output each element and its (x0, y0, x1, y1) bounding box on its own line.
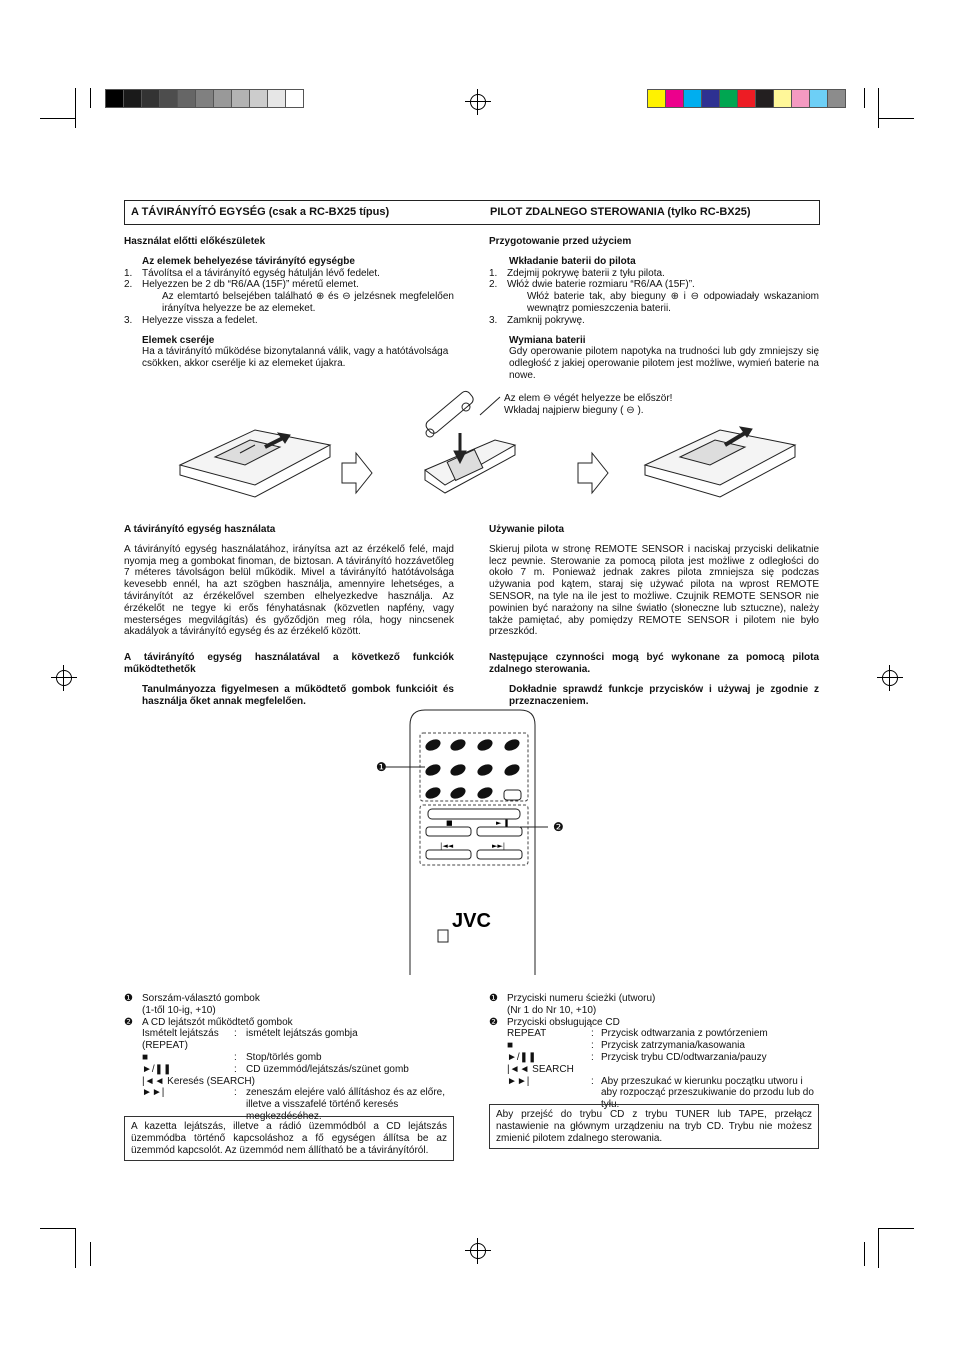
hu-legend-1-sub: (1-től 10-ig, +10) (142, 1004, 216, 1016)
pl-prep-section (489, 236, 819, 382)
separator: : (234, 1028, 237, 1040)
step-number: 1. (489, 267, 498, 279)
hu-functions-heading: A távirányító egység használatával a következő funkciók működtethetők (124, 652, 454, 675)
battery-insertion (424, 389, 515, 493)
calibration-swatch (285, 89, 304, 108)
button-key: ►►| (507, 1075, 530, 1087)
hu-legend-1: Sorszám-választó gombok (142, 993, 260, 1004)
crop-mark (40, 118, 76, 119)
search-forward-key-label: ►►| (492, 842, 506, 850)
separator: : (591, 1028, 594, 1040)
button-key: ►/❚❚ (507, 1051, 537, 1063)
crop-mark (864, 1242, 865, 1266)
button-desc: zeneszám elejére való állításhoz és az előre, illetve a visszafelé történő keresés megkezdéséhez. (246, 1087, 445, 1122)
crop-mark (878, 1228, 879, 1268)
battery-note-hu: Az elem ⊖ végét helyezze be először! (504, 393, 673, 404)
crop-mark (75, 88, 76, 128)
calibration-swatch (105, 89, 124, 108)
button-key: ■ (507, 1040, 514, 1052)
pl-replace-heading: Wymiana baterii (509, 334, 586, 346)
hu-prep-heading: Használat előtti előkészületek (124, 236, 266, 247)
callout-2: ❷ (553, 820, 564, 834)
calibration-swatch (827, 89, 846, 108)
step-number: 3. (124, 314, 133, 326)
calibration-swatch (159, 89, 178, 108)
crop-mark (878, 88, 879, 128)
button-key: ■ (142, 1051, 149, 1063)
hu-use-text: A távirányító egység használatához, irányítsa azt az érzékelő felé, majd nyomja meg a gombokat finoman, de biztosan. A távirányító hozzávetőleg 7 méteres távolságon belül működik. Mivel a távirányító hatótávolsága kevesebb ennél, ha azt szögben használja, amennyire lehetséges, a távirányítót az érzékelővel szemben elhelyezkedve használja. Az érzékelőt ne tegye ki erős fényhatásnak (közvetlen napfény, vagy mesterséges megvilágítás) és győződjön meg róla, hogy nincsenek akadályok a távirányító egység és az érzékelő között. (124, 543, 454, 638)
crop-mark (40, 1228, 76, 1229)
legend-mark-1: ❶ (489, 993, 498, 1004)
crop-mark (90, 1242, 91, 1266)
remote-back-cover-closing (645, 427, 795, 497)
separator: : (234, 1051, 237, 1063)
button-desc: Stop/törlés gomb (246, 1051, 322, 1063)
button-key: |◄◄ Keresés (SEARCH) (142, 1075, 255, 1087)
button-desc: Aby przeszukać w kierunku początku utworu i aby rozpocząć przeszukiwanie do przodu lub do tyłu. (601, 1075, 814, 1111)
pl-prep-heading: Przygotowanie przed użyciem (489, 236, 632, 247)
hu-step-1: Távolítsa el a távirányító egység hátulján lévő fedelet. (142, 267, 380, 279)
crop-mark (75, 1228, 76, 1268)
button-key: ►/❚❚ (142, 1063, 172, 1075)
calibration-swatch (141, 89, 160, 108)
legend-mark-1: ❶ (124, 993, 133, 1004)
calibration-swatch (231, 89, 250, 108)
pl-step-2: Włóż dwie baterie rozmiaru “R6/AA (15F)”. (507, 279, 695, 291)
calibration-swatch (177, 89, 196, 108)
calibration-swatch (809, 89, 828, 108)
calibration-swatch (737, 89, 756, 108)
crop-mark (878, 118, 914, 119)
button-desc: Przycisk zatrzymania/kasowania (601, 1040, 745, 1052)
registration-mark-bottom (470, 1243, 486, 1259)
pl-use-section (489, 524, 819, 707)
legend-mark-2: ❷ (124, 1016, 133, 1028)
calibration-swatch (773, 89, 792, 108)
pl-note-box: Aby przejść do trybu CD z trybu TUNER lub TAPE, przełącz nastawienie na głównym urządzeniu na tryb CD. Trybu nie możesz zmienić pilotem zdalnego sterowania. (489, 1104, 819, 1149)
calibration-swatch (249, 89, 268, 108)
pl-replace-text: Gdy operowanie pilotem napotyka na trudności lub gdy zmniejszy się odległość z jakiej operowanie pilotem jest możliwe, wymień baterie na nowe. (509, 346, 819, 381)
button-desc: Przycisk trybu CD/odtwarzania/pauzy (601, 1051, 767, 1063)
play-key-label: ► ❚ (496, 819, 510, 827)
calibration-swatch (213, 89, 232, 108)
button-desc: Przycisk odtwarzania z powtórzeniem (601, 1028, 768, 1040)
pl-legend-1-sub: (Nr 1 do Nr 10, +10) (507, 1004, 597, 1016)
button-key: ►►| (142, 1087, 165, 1099)
hu-legend-2: A CD lejátszót működtető gombok (142, 1016, 293, 1028)
hu-step-2: Helyezzen be 2 db “R6/AA (15F)” méretű elemet. (142, 279, 359, 291)
registration-mark-top (470, 94, 486, 110)
crop-mark (90, 88, 91, 108)
hu-insert-heading: Az elemek behelyezése távirányító egységbe (142, 255, 355, 267)
calibration-swatch (719, 89, 738, 108)
button-key: REPEAT (507, 1028, 547, 1040)
calibration-swatch (755, 89, 774, 108)
section-header (124, 200, 820, 225)
hu-step-3: Helyezze vissza a fedelet. (142, 314, 258, 326)
battery-installation-illustration (160, 385, 820, 510)
battery-note-pl: Wkładaj najpierw bieguny ( ⊖ ). (504, 404, 644, 416)
button-key: Ismételt lejátszás (REPEAT) (142, 1028, 219, 1052)
crop-mark (878, 1228, 914, 1229)
remote-control-illustration (370, 705, 570, 980)
callout-1: ❶ (376, 760, 387, 774)
step-number: 3. (489, 314, 498, 326)
hu-note-box: A kazetta lejátszás, illetve a rádió üzemmódból a CD lejátszás üzemmódba történő kapcsoláshoz a fő egységen állítsa be az üzemmód kapcsolót. Az üzemmód nem állítható be a távirányítóról. (124, 1116, 454, 1161)
calibration-swatch (123, 89, 142, 108)
hu-use-heading: A távirányító egység használata (124, 524, 276, 535)
separator: : (591, 1075, 594, 1087)
pl-step-1: Zdejmij pokrywę baterii z tyłu pilota. (507, 267, 665, 279)
remote-back-cover-removal (180, 430, 330, 497)
calibration-swatch (195, 89, 214, 108)
step-number: 2. (124, 279, 133, 291)
calibration-swatch (665, 89, 684, 108)
jvc-logo: JVC (452, 910, 491, 932)
hu-button-table (124, 1028, 454, 1122)
hu-functions-note: Tanulmányozza figyelmesen a működtető gombok funkcióit és használja őket annak megfelelően. (142, 683, 454, 707)
pl-functions-note: Dokładnie sprawdź funkcje przycisków i używaj je zgodnie z przeznaczeniem. (509, 683, 819, 707)
step-number: 1. (124, 267, 133, 279)
header-left-title: A TÁVIRÁNYÍTÓ EGYSÉG (csak a RC-BX25 típus) (131, 206, 390, 218)
button-desc: CD üzemmód/lejátszás/szünet gomb (246, 1063, 409, 1075)
stop-key-label: ■ (446, 819, 453, 827)
hu-prep-section (124, 236, 454, 370)
separator: : (234, 1087, 237, 1099)
registration-mark-left (56, 670, 72, 686)
calibration-swatch (701, 89, 720, 108)
separator: : (591, 1051, 594, 1063)
hu-step-2-detail: Az elemtartó belsejében található ⊕ és ⊖ jelzésnek megfelelően irányítva helyezze be az elemeket. (162, 291, 454, 314)
crop-mark (864, 88, 865, 108)
pl-functions-heading: Następujące czynności mogą być wykonane za pomocą pilota zdalnego sterowania. (489, 652, 819, 675)
button-desc: ismételt lejátszás gombja (246, 1028, 358, 1040)
hu-replace-heading: Elemek cseréje (142, 334, 215, 346)
step-number: 2. (489, 279, 498, 291)
pl-button-table (489, 1028, 819, 1111)
calibration-swatch (647, 89, 666, 108)
calibration-swatch (683, 89, 702, 108)
search-back-key-label: |◄◄ (440, 842, 454, 850)
pl-step-2-detail: Włóż baterie tak, aby bieguny ⊕ i ⊖ odpowiadały wskazaniom wewnątrz pomieszczenia baterii. (527, 291, 819, 314)
pl-legend-1: Przyciski numeru ścieżki (utworu) (507, 993, 656, 1004)
hu-use-section (124, 524, 454, 707)
pl-insert-heading: Wkładanie baterii do pilota (509, 255, 636, 267)
separator: : (591, 1040, 594, 1052)
hu-replace-text: Ha a távirányító működése bizonytalanná válik, vagy a hatótávolsága csökken, akkor cserélje ki az elemeket újakra. (142, 346, 449, 370)
pl-legend (489, 993, 819, 1111)
registration-mark-right (882, 670, 898, 686)
arrow-right-icon (342, 453, 372, 493)
hu-legend (124, 993, 454, 1123)
pl-legend-2: Przyciski obsługujące CD (507, 1016, 620, 1028)
button-key: |◄◄ SEARCH (507, 1063, 574, 1075)
legend-mark-2: ❷ (489, 1016, 498, 1028)
header-right-title: PILOT ZDALNEGO STEROWANIA (tylko RC-BX25) (490, 206, 751, 218)
pl-step-3: Zamknij pokrywę. (507, 314, 585, 326)
separator: : (234, 1063, 237, 1075)
arrow-right-icon (578, 453, 608, 493)
calibration-swatch (267, 89, 286, 108)
calibration-swatch (791, 89, 810, 108)
pl-use-text: Skieruj pilota w stronę REMOTE SENSOR i naciskaj przyciski delikatnie lecz pewnie. Sterowanie za pomocą pilota jest możliwe z odległości do około 7 m. Ponieważ jednak zakres pilota zmniejsza się podczas używania pod kątem, staraj się używać pilota na wprost REMOTE SENSOR, na tyle na ile jest to możliwe. Czujnik REMOTE SENSOR nie powinien być narażony na silne światło (słoneczne lub sztuczne), należy także pamiętać, aby pomiędzy REMOTE SENSOR i pilotem nie było przeszkód. (489, 543, 819, 638)
pl-use-heading: Używanie pilota (489, 524, 565, 535)
